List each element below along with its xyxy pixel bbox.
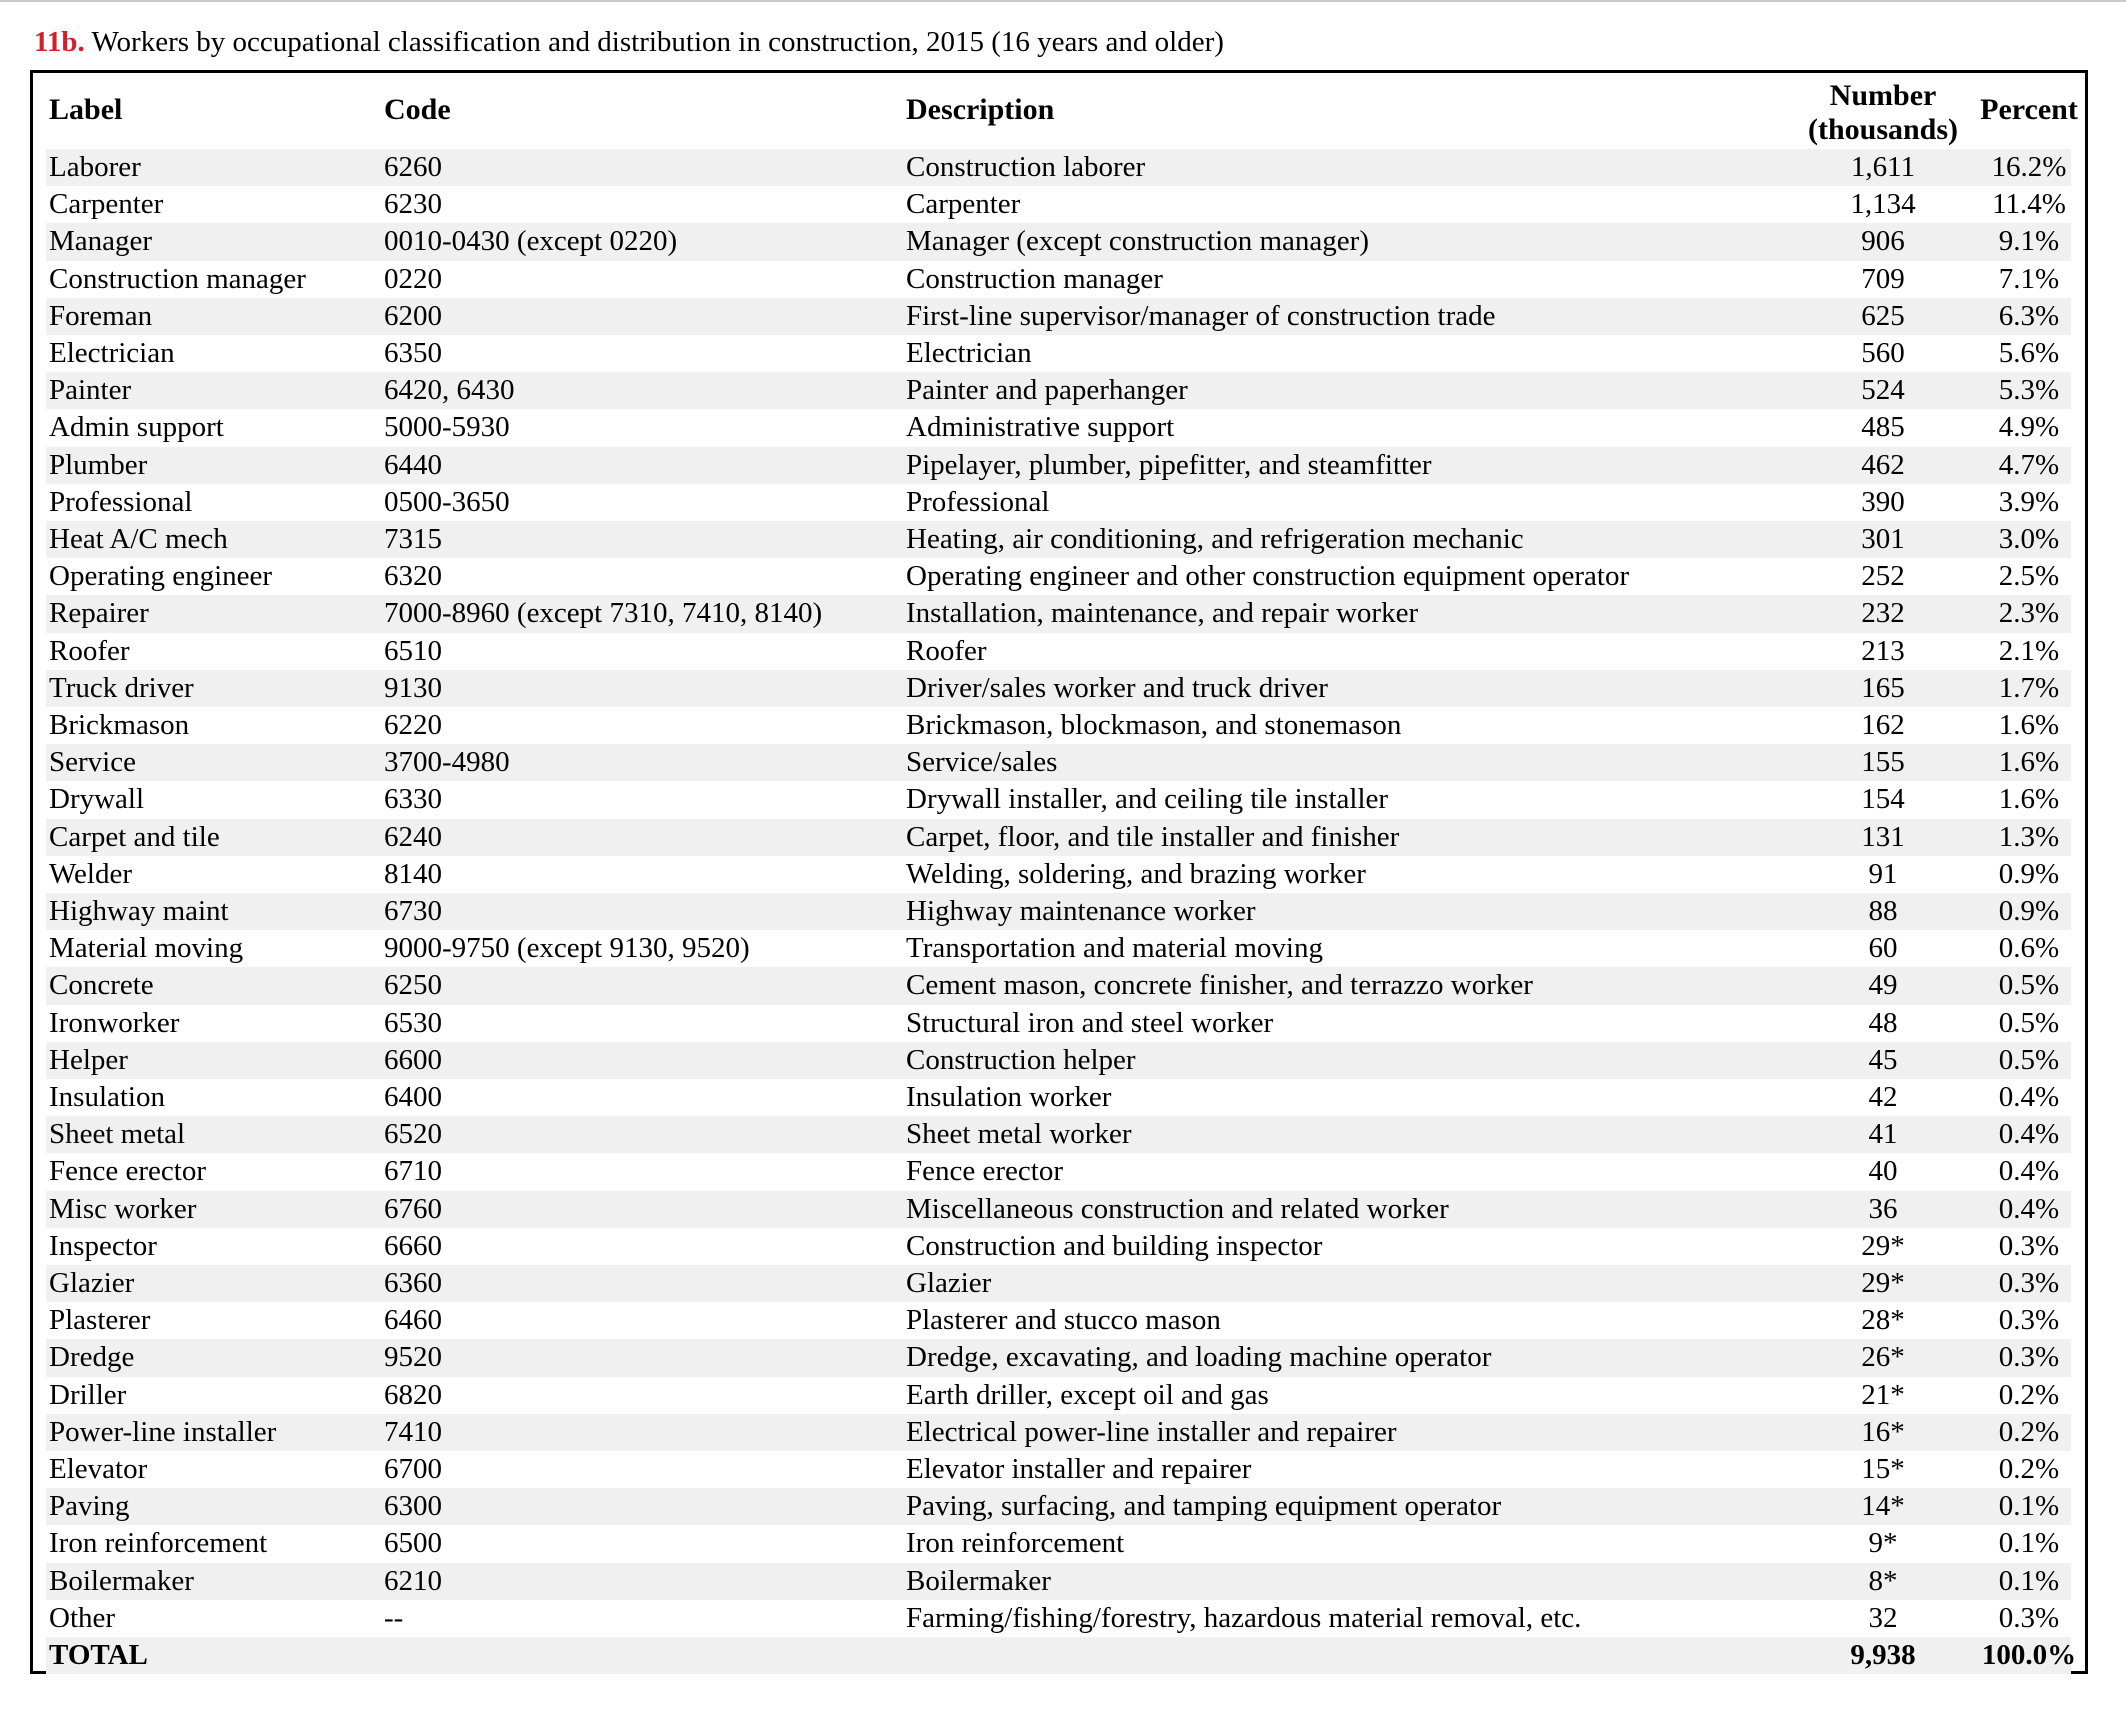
cell-code: 6510 (384, 634, 442, 667)
cell-code: 6820 (384, 1378, 442, 1411)
header-label: Label (49, 93, 123, 126)
table-row (46, 1451, 2071, 1488)
cell-percent: 1.6% (1998, 746, 2060, 779)
cell-label: Glazier (49, 1267, 135, 1299)
table-row (46, 1600, 2071, 1637)
table-row (46, 447, 2071, 484)
cell-number: 390 (1861, 485, 1905, 518)
cell-percent: 0.5% (1998, 969, 2060, 1002)
cell-percent: 100.0% (1981, 1639, 2077, 1671)
cell-description: Painter and paperhanger (906, 374, 1188, 407)
cell-description: Elevator installer and repairer (906, 1453, 1252, 1485)
cell-number: 485 (1861, 411, 1905, 444)
cell-number: 29* (1861, 1229, 1905, 1262)
cell-code: 6440 (384, 448, 442, 481)
cell-description: Electrician (906, 337, 1032, 369)
cell-description: Plasterer and stucco mason (906, 1304, 1221, 1337)
table-row (46, 1302, 2071, 1339)
cell-code: 6210 (384, 1564, 442, 1597)
table-row (46, 781, 2071, 818)
table-row (46, 707, 2071, 744)
cell-code: 6660 (384, 1229, 442, 1262)
cell-number: 560 (1861, 337, 1905, 369)
cell-description: Carpenter (906, 188, 1021, 221)
cell-percent: 6.3% (1998, 299, 2060, 332)
cell-label: Roofer (49, 634, 130, 667)
cell-description: Manager (except construction manager) (906, 225, 1369, 258)
cell-percent: 4.9% (1998, 411, 2060, 444)
cell-label: Electrician (49, 337, 175, 369)
cell-label: Professional (49, 485, 193, 518)
cell-label: Truck driver (49, 671, 194, 704)
cell-label: Helper (49, 1043, 128, 1076)
cell-description: Sheet metal worker (906, 1118, 1132, 1151)
cell-label: Paving (49, 1490, 130, 1523)
cell-number: 21* (1861, 1378, 1905, 1411)
cell-number: 524 (1861, 374, 1905, 407)
cell-label: Service (49, 746, 136, 779)
cell-number: 42 (1868, 1081, 1898, 1113)
cell-label: Painter (49, 374, 132, 407)
table-row (46, 967, 2071, 1004)
cell-label: Heat A/C mech (49, 523, 228, 555)
cell-label: Ironworker (49, 1006, 180, 1039)
table-row (46, 1228, 2071, 1265)
cell-code: 6260 (384, 151, 442, 183)
cell-code: 7410 (384, 1415, 442, 1448)
cell-percent: 0.3% (1998, 1229, 2060, 1262)
cell-number: 709 (1861, 262, 1905, 295)
cell-label: Carpenter (49, 188, 164, 221)
cell-code: 6320 (384, 560, 442, 593)
cell-number: 252 (1861, 560, 1905, 593)
cell-percent: 5.6% (1998, 337, 2060, 369)
cell-code: 6600 (384, 1043, 442, 1076)
cell-number: 29* (1861, 1267, 1905, 1299)
cell-description: Administrative support (906, 411, 1175, 444)
table-row (46, 1116, 2071, 1153)
cell-code: 6330 (384, 783, 442, 816)
cell-description: Construction and building inspector (906, 1229, 1323, 1262)
cell-code: 6710 (384, 1155, 442, 1188)
table-row (46, 1042, 2071, 1079)
header-description: Description (906, 93, 1055, 126)
cell-code: 6240 (384, 820, 442, 853)
cell-number: 165 (1861, 671, 1905, 704)
cell-code: 6760 (384, 1192, 442, 1225)
cell-percent: 0.9% (1998, 857, 2060, 890)
cell-label: Laborer (49, 151, 141, 183)
table-row (46, 1005, 2071, 1042)
cell-number: 9* (1868, 1527, 1898, 1560)
table-row (46, 1339, 2071, 1376)
cell-description: Heating, air conditioning, and refrigeration mechanic (906, 523, 1524, 555)
caption-text: Workers by occupational classification and distribution in construction, 2015 (16 years and older) (84, 26, 1224, 58)
table-row (46, 1377, 2071, 1414)
table-row (46, 409, 2071, 446)
cell-description: Roofer (906, 634, 987, 667)
cell-label: Repairer (49, 597, 149, 630)
cell-description: Fence erector (906, 1155, 1063, 1188)
cell-description: Iron reinforcement (906, 1527, 1125, 1560)
cell-description: Electrical power-line installer and repairer (906, 1415, 1397, 1448)
cell-code: 6360 (384, 1267, 442, 1299)
cell-description: Welding, soldering, and brazing worker (906, 857, 1366, 890)
cell-description: Construction manager (906, 262, 1163, 295)
cell-number: 60 (1868, 932, 1898, 965)
table-row (46, 149, 2071, 186)
table-row (46, 1079, 2071, 1116)
cell-code: 9000-9750 (except 9130, 9520) (384, 932, 750, 965)
cell-percent: 0.2% (1998, 1415, 2060, 1448)
cell-description: Operating engineer and other construction equipment operator (906, 560, 1630, 593)
cell-percent: 2.3% (1998, 597, 2060, 630)
cell-number: 14* (1861, 1490, 1905, 1523)
cell-description: Structural iron and steel worker (906, 1006, 1274, 1039)
cell-percent: 0.5% (1998, 1006, 2060, 1039)
cell-description: Construction laborer (906, 151, 1146, 183)
cell-description: Driver/sales worker and truck driver (906, 671, 1328, 704)
cell-number: 40 (1868, 1155, 1898, 1188)
cell-percent: 9.1% (1998, 225, 2060, 258)
table-row (46, 1414, 2071, 1451)
cell-code: 6300 (384, 1490, 442, 1523)
table-row (46, 372, 2071, 409)
cell-percent: 0.4% (1998, 1118, 2060, 1151)
cell-number: 462 (1861, 448, 1905, 481)
table-row (46, 298, 2071, 335)
cell-code: 6420, 6430 (384, 374, 515, 407)
cell-code: 6460 (384, 1304, 442, 1337)
cell-label: Plumber (49, 448, 148, 481)
cell-percent: 2.1% (1998, 634, 2060, 667)
cell-percent: 0.6% (1998, 932, 2060, 965)
cell-number: 91 (1868, 857, 1898, 890)
cell-percent: 3.9% (1998, 485, 2060, 518)
cell-percent: 16.2% (1991, 151, 2067, 183)
cell-code: 6530 (384, 1006, 442, 1039)
cell-description: Paving, surfacing, and tamping equipment operator (906, 1490, 1502, 1523)
cell-percent: 1.7% (1998, 671, 2060, 704)
cell-percent: 0.4% (1998, 1081, 2060, 1113)
cell-percent: 0.9% (1998, 895, 2060, 927)
cell-code: 9520 (384, 1341, 442, 1374)
cell-percent: 0.4% (1998, 1192, 2060, 1225)
cell-number: 28* (1861, 1304, 1905, 1337)
cell-percent: 5.3% (1998, 374, 2060, 407)
cell-number: 232 (1861, 597, 1905, 630)
table-row (46, 819, 2071, 856)
table-row (46, 1488, 2071, 1525)
header-percent: Percent (1980, 93, 2078, 126)
cell-label: Foreman (49, 299, 153, 332)
cell-code: 6220 (384, 709, 442, 741)
cell-description: Farming/fishing/forestry, hazardous material removal, etc. (906, 1601, 1582, 1634)
cell-percent: 11.4% (1992, 188, 2066, 221)
cell-code: 6500 (384, 1527, 442, 1560)
cell-percent: 0.3% (1998, 1304, 2060, 1337)
table-row (46, 893, 2071, 930)
table-row (46, 856, 2071, 893)
cell-percent: 0.5% (1998, 1043, 2060, 1076)
cell-label: Drywall (49, 783, 145, 816)
table-row (46, 484, 2071, 521)
cell-number: 16* (1861, 1415, 1905, 1448)
table-row (46, 930, 2071, 967)
cell-percent: 1.3% (1998, 820, 2060, 853)
cell-code: 3700-4980 (384, 746, 510, 779)
cell-label: Other (49, 1601, 116, 1634)
cell-label: Driller (49, 1378, 127, 1411)
cell-label: Iron reinforcement (49, 1527, 268, 1560)
cell-percent: 0.1% (1998, 1490, 2060, 1523)
cell-label: Admin support (49, 411, 224, 444)
cell-label: Power-line installer (49, 1415, 277, 1448)
table-caption (34, 26, 1224, 59)
cell-code: 6250 (384, 969, 442, 1002)
cell-number: 26* (1861, 1341, 1905, 1374)
cell-description: Pipelayer, plumber, pipefitter, and steamfitter (906, 448, 1432, 481)
cell-label: Construction manager (49, 262, 306, 295)
cell-percent: 4.7% (1998, 448, 2060, 481)
cell-number: 36 (1868, 1192, 1898, 1225)
cell-percent: 0.2% (1998, 1378, 2060, 1411)
table-row (46, 1191, 2071, 1228)
cell-label: Carpet and tile (49, 820, 220, 853)
cell-percent: 0.3% (1998, 1341, 2060, 1374)
table-row (46, 1153, 2071, 1190)
cell-code: -- (384, 1601, 404, 1634)
cell-code: 6520 (384, 1118, 442, 1151)
table-row (46, 670, 2071, 707)
table-row (46, 521, 2071, 558)
cell-description: Insulation worker (906, 1081, 1112, 1113)
cell-description: Dredge, excavating, and loading machine operator (906, 1341, 1492, 1374)
cell-percent: 0.3% (1998, 1601, 2060, 1634)
table-row (46, 558, 2071, 595)
cell-number: 49 (1868, 969, 1898, 1002)
cell-code: 7315 (384, 523, 442, 555)
cell-percent: 0.1% (1998, 1527, 2060, 1560)
cell-number: 154 (1861, 783, 1905, 816)
cell-number: 155 (1861, 746, 1905, 779)
cell-label: Brickmason (49, 709, 190, 741)
table-row (46, 186, 2071, 223)
cell-label: Dredge (49, 1341, 135, 1374)
cell-code: 6230 (384, 188, 442, 221)
cell-label: Operating engineer (49, 560, 273, 593)
cell-description: Installation, maintenance, and repair worker (906, 597, 1419, 630)
cell-description: Earth driller, except oil and gas (906, 1378, 1269, 1411)
cell-code: 0010-0430 (except 0220) (384, 225, 678, 258)
cell-description: First-line supervisor/manager of construction trade (906, 299, 1496, 332)
cell-percent: 2.5% (1998, 560, 2060, 593)
cell-code: 8140 (384, 857, 442, 890)
cell-number: 32 (1868, 1601, 1898, 1634)
cell-label: Highway maint (49, 895, 229, 927)
table-row (46, 1563, 2071, 1600)
cell-percent: 0.2% (1998, 1453, 2060, 1485)
top-rule (0, 0, 2126, 2)
table-row (46, 335, 2071, 372)
cell-code: 9130 (384, 671, 442, 704)
cell-code: 0220 (384, 262, 442, 295)
cell-number: 88 (1868, 895, 1898, 927)
cell-number: 48 (1868, 1006, 1898, 1039)
cell-label: Fence erector (49, 1155, 206, 1188)
cell-percent: 3.0% (1998, 523, 2060, 555)
header-code: Code (384, 93, 451, 126)
cell-label: Sheet metal (49, 1118, 186, 1151)
table-row (46, 1265, 2071, 1302)
cell-percent: 0.1% (1998, 1564, 2060, 1597)
cell-label: Welder (49, 857, 133, 890)
cell-description: Service/sales (906, 746, 1058, 779)
cell-percent: 0.3% (1998, 1267, 2060, 1299)
cell-number: 301 (1861, 523, 1905, 555)
table-header (33, 73, 2085, 149)
table-row (46, 744, 2071, 781)
cell-description: Miscellaneous construction and related worker (906, 1192, 1449, 1225)
table-total-row (46, 1637, 2077, 1674)
cell-description: Brickmason, blockmason, and stonemason (906, 709, 1402, 741)
cell-label: Concrete (49, 969, 154, 1002)
caption-number: 11b. (34, 26, 85, 58)
table-row (46, 223, 2071, 260)
table-row (46, 1525, 2071, 1562)
cell-number: 15* (1861, 1453, 1905, 1485)
cell-description: Boilermaker (906, 1564, 1051, 1597)
cell-label: TOTAL (49, 1639, 148, 1671)
cell-number: 9,938 (1850, 1639, 1916, 1671)
cell-label: Boilermaker (49, 1564, 194, 1597)
cell-code: 6350 (384, 337, 442, 369)
cell-description: Drywall installer, and ceiling tile installer (906, 783, 1389, 816)
cell-label: Insulation (49, 1081, 165, 1113)
cell-code: 6200 (384, 299, 442, 332)
data-table (30, 70, 2088, 1674)
cell-percent: 0.4% (1998, 1155, 2060, 1188)
cell-description: Glazier (906, 1267, 992, 1299)
table-row (46, 261, 2071, 298)
cell-code: 0500-3650 (384, 485, 510, 518)
cell-description: Transportation and material moving (906, 932, 1323, 965)
cell-percent: 1.6% (1998, 709, 2060, 741)
cell-code: 6730 (384, 895, 442, 927)
cell-number: 625 (1861, 299, 1905, 332)
cell-number: 1,134 (1850, 188, 1916, 221)
cell-number: 213 (1861, 634, 1905, 667)
cell-number: 906 (1861, 225, 1905, 258)
cell-code: 7000-8960 (except 7310, 7410, 8140) (384, 597, 823, 630)
cell-percent: 1.6% (1998, 783, 2060, 816)
cell-description: Professional (906, 485, 1050, 518)
cell-number: 41 (1868, 1118, 1898, 1151)
cell-percent: 7.1% (1998, 262, 2060, 295)
cell-label: Plasterer (49, 1304, 151, 1337)
cell-label: Material moving (49, 932, 244, 965)
cell-number: 162 (1861, 709, 1905, 741)
cell-code: 5000-5930 (384, 411, 510, 444)
cell-description: Cement mason, concrete finisher, and terrazzo worker (906, 969, 1533, 1002)
cell-label: Inspector (49, 1229, 157, 1262)
table-row (46, 595, 2071, 632)
cell-label: Elevator (49, 1453, 148, 1485)
table-row (46, 633, 2071, 670)
cell-description: Construction helper (906, 1043, 1136, 1076)
cell-description: Carpet, floor, and tile installer and finisher (906, 820, 1400, 853)
cell-code: 6400 (384, 1081, 442, 1113)
cell-label: Manager (49, 225, 153, 258)
cell-number: 1,611 (1850, 151, 1916, 183)
header-number-line2: (thousands) (1807, 113, 1959, 146)
cell-number: 45 (1868, 1043, 1898, 1076)
cell-number: 8* (1868, 1564, 1898, 1597)
cell-description: Highway maintenance worker (906, 895, 1256, 927)
cell-number: 131 (1861, 820, 1905, 853)
cell-code: 6700 (384, 1453, 442, 1485)
header-number-line1: Number (1829, 79, 1937, 112)
cell-label: Misc worker (49, 1192, 197, 1225)
